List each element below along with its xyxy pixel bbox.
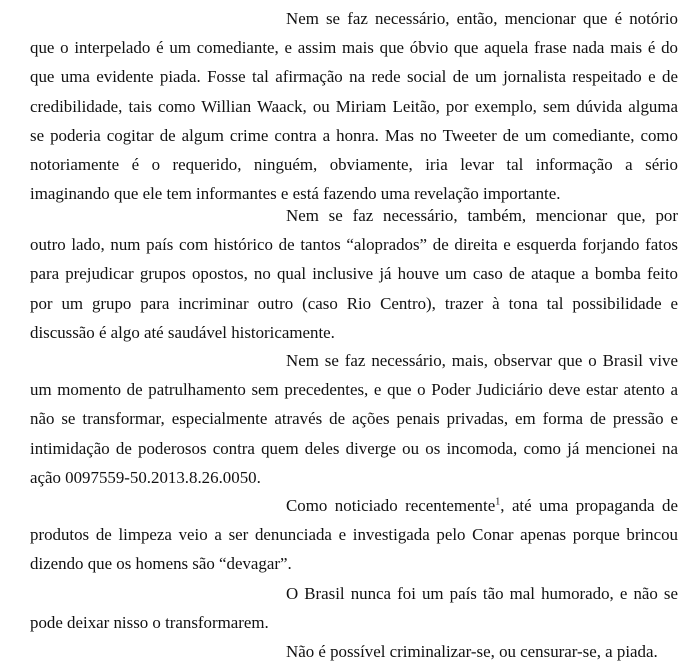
text-line: intimidação de poderosos contra quem deles diverge ou os incomoda, como já mencionei na [30,438,678,458]
text-line: um momento de patrulhamento sem precedentes, e que o Poder Judiciário deve estar atento a [30,380,678,400]
paragraph-3 [30,346,678,492]
text-line: imaginando que ele tem informantes e está fazendo uma revelação importante. [30,184,561,204]
paragraph-4 [30,491,678,579]
text-line: se poderia cogitar de algum crime contra a honra. Mas no Tweeter de um comediante, como [30,125,678,145]
text-line: discussão é algo até saudável historicamente. [30,322,335,342]
text-line: credibilidade, tais como Willian Waack, ou Miriam Leitão, por exemplo, sem dúvida alguma [30,96,678,116]
paragraph-2 [30,201,678,347]
text-line: notoriamente é o requerido, ninguém, obviamente, iria levar tal informação a sério [30,155,678,175]
text-line: O Brasil nunca foi um país tão mal humorado, e não se [286,584,678,603]
text-line: Nem se faz necessário, também, mencionar que, por [286,206,678,225]
text-line: Nem se faz necessário, mais, observar que o Brasil vive [286,351,678,370]
text-line: produtos de limpeza veio a ser denunciada e investigada pelo Conar apenas porque brincou [30,525,678,545]
text-line: Não é possível criminalizar-se, ou censurar-se, a piada. [286,642,658,661]
text-line: ação 0097559-50.2013.8.26.0050. [30,467,261,487]
text-line: Nem se faz necessário, então, mencionar que é notório [286,9,678,28]
text-line: outro lado, num país com histórico de tantos “aloprados” de direita e esquerda forjando fatos [30,235,678,255]
paragraph-5 [30,579,678,637]
footnote-marker: 1 [495,496,501,508]
text-fragment: Como noticiado recentemente [286,496,496,515]
text-line: para prejudicar grupos opostos, no qual inclusive já houve um caso de ataque a bomba feito [30,264,678,284]
text-line: dizendo que os homens são “devagar”. [30,554,292,574]
text-line: não se transformar, especialmente através de ações penais privadas, em forma de pressão e [30,409,678,429]
paragraph-6 [30,637,678,666]
text-line: pode deixar nisso o transformarem. [30,613,269,633]
paragraph-1 [30,4,678,208]
text-fragment: , até uma propaganda de [500,496,678,515]
text-line: por um grupo para incriminar outro (caso Rio Centro), trazer à tona tal possibilidade e [30,293,678,313]
text-line [30,491,678,520]
text-line: que o interpelado é um comediante, e assim mais que óbvio que aquela frase nada mais é do [30,38,678,58]
text-line: que uma evidente piada. Fosse tal afirmação na rede social de um jornalista respeitado e de [30,67,678,87]
